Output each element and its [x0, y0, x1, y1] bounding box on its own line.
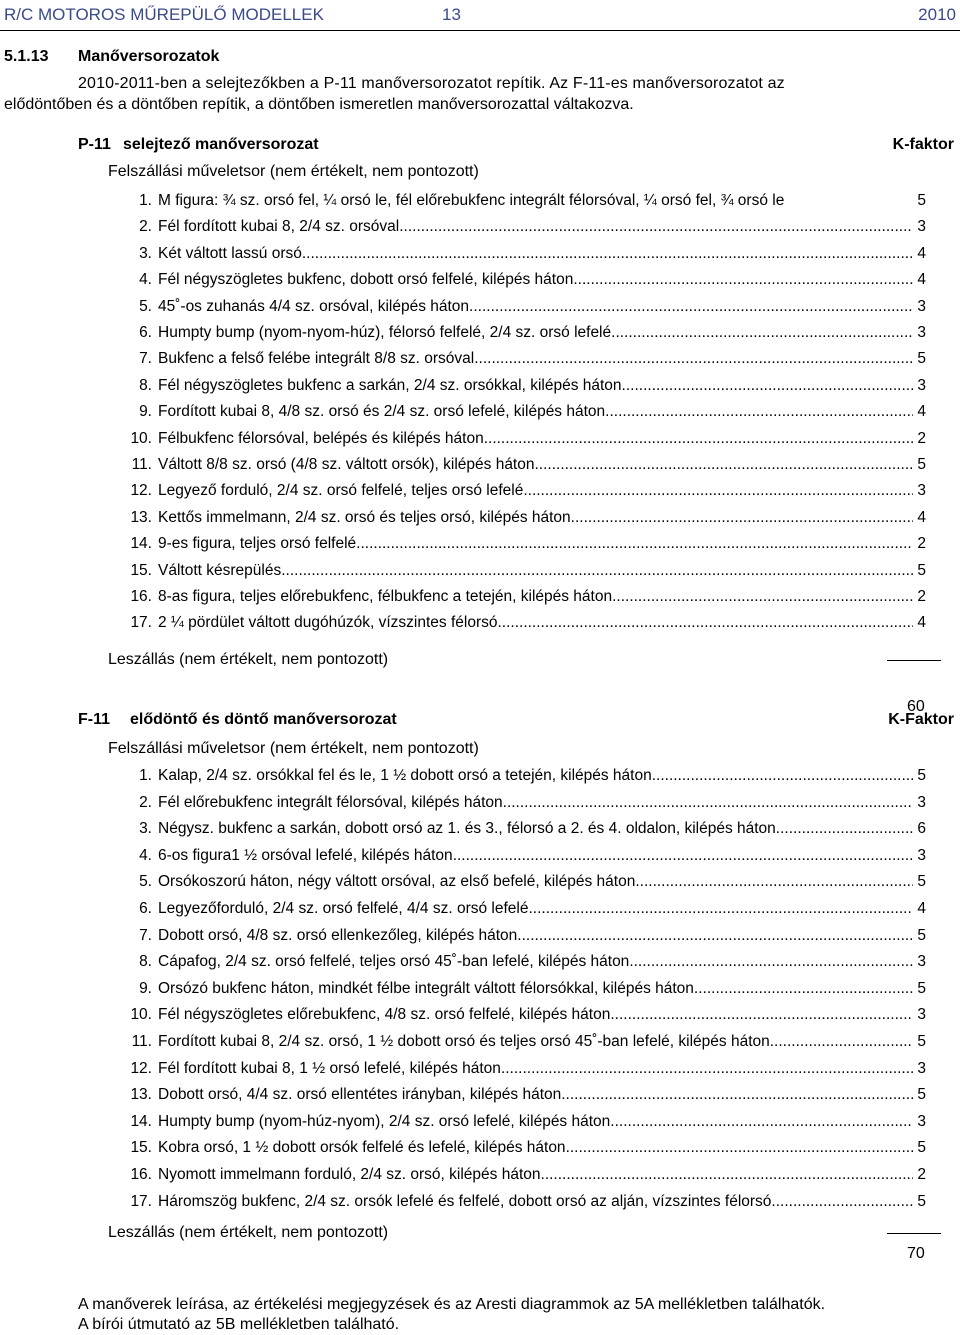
maneuver-description: 2 ¼ pördület váltott dugóhúzók, vízszintes félorsó — [158, 614, 498, 632]
f11-maneuver-row — [108, 792, 926, 814]
maneuver-k-factor: 2 — [917, 535, 926, 553]
maneuver-description: Humpty bump (nyom-húz-nyom), 2/4 sz. orsó lefelé, kilépés háton — [158, 1112, 611, 1130]
maneuver-k-factor: 5 — [917, 456, 926, 473]
maneuver-k-factor: 5 — [917, 350, 926, 368]
leader-dots — [612, 586, 913, 608]
maneuver-k-factor: 3 — [917, 1059, 926, 1077]
leader-dots — [541, 1164, 914, 1186]
maneuver-k-factor: 3 — [917, 376, 926, 394]
p11-maneuver-row — [108, 560, 926, 582]
p11-maneuver-row — [108, 454, 926, 476]
leader-dots — [770, 1031, 914, 1053]
maneuver-description: Kalap, 2/4 sz. orsókkal fel és le, 1 ½ dobott orsó a tetején, kilépés háton — [158, 767, 652, 784]
maneuver-k-factor: 5 — [917, 767, 926, 784]
f11-maneuver-row — [108, 1164, 926, 1186]
f11-code: F-11 — [78, 711, 111, 728]
p11-maneuver-row — [108, 348, 926, 370]
leader-dots — [561, 1084, 913, 1106]
p11-maneuver-row — [108, 401, 926, 423]
maneuver-description: Kobra orsó, 1 ½ dobott orsók felfelé és lefelé, kilépés háton — [158, 1139, 566, 1157]
leader-dots — [629, 951, 913, 973]
maneuver-k-factor: 4 — [917, 244, 926, 262]
maneuver-description: Fél négyszögletes előrebukfenc, 4/8 sz. orsó felfelé, kilépés háton — [158, 1006, 611, 1024]
section-number: 5.1.13 — [4, 48, 49, 65]
maneuver-k-factor: 5 — [917, 1033, 926, 1050]
f11-maneuver-row — [108, 1111, 926, 1133]
leader-dots — [776, 818, 914, 840]
p11-title: selejtező manőversorozat — [123, 136, 319, 153]
maneuver-number: 5. — [139, 297, 152, 315]
maneuver-description: Fél előrebukfenc integrált félorsóval, kilépés háton — [158, 793, 503, 811]
maneuver-number: 14. — [130, 1112, 152, 1130]
maneuver-number: 4. — [139, 271, 152, 289]
p11-sum-rule — [887, 660, 941, 661]
p11-maneuver-row — [108, 612, 926, 634]
maneuver-description: 6-os figura1 ½ orsóval lefelé, kilépés háton — [158, 846, 453, 864]
maneuver-description: Orsókoszorú háton, négy váltott orsóval, az első befelé, kilépés háton — [158, 873, 636, 891]
maneuver-description: Dobott orsó, 4/8 sz. orsó ellenkezőleg, kilépés háton — [158, 926, 518, 944]
maneuver-k-factor: 4 — [917, 900, 926, 917]
leader-dots — [635, 871, 913, 893]
maneuver-description: Legyezőforduló, 2/4 sz. orsó felfelé, 4/4 sz. orsó lefelé — [158, 900, 529, 917]
leader-dots — [652, 765, 914, 787]
maneuver-number: 17. — [130, 614, 152, 632]
maneuver-number: 17. — [130, 1192, 152, 1210]
leader-dots — [302, 243, 914, 265]
maneuver-number: 7. — [139, 926, 152, 944]
maneuver-description: Félbukfenc félorsóval, belépés és kilépés háton — [158, 429, 484, 447]
maneuver-description: Fordított kubai 8, 4/8 sz. orsó és 2/4 sz. orsó lefelé, kilépés háton — [158, 403, 606, 421]
maneuver-description: Dobott orsó, 4/4 sz. orsó ellentétes irányban, kilépés háton — [158, 1086, 562, 1104]
leader-dots — [356, 533, 913, 555]
maneuver-description: Fél fordított kubai 8, 2/4 sz. orsóval — [158, 218, 400, 236]
p11-kfactor-label: K-faktor — [892, 136, 954, 153]
f11-maneuver-row — [108, 1137, 926, 1159]
maneuver-description: Orsózó bukfenc háton, mindkét félbe integrált váltott félorsókkal, kilépés háton — [158, 979, 694, 997]
maneuver-description: 8-as figura, teljes előrebukfenc, félbukfenc a tetején, kilépés háton — [158, 588, 613, 605]
maneuver-description: Kettős immelmann, 2/4 sz. orsó és teljes orsó, kilépés háton — [158, 508, 571, 526]
maneuver-description: 9-es figura, teljes orsó felfelé — [158, 535, 357, 553]
header-year: 2010 — [918, 5, 956, 24]
leader-dots — [484, 428, 914, 450]
maneuver-k-factor: 4 — [917, 403, 926, 421]
f11-total: 70 — [907, 1245, 925, 1262]
maneuver-description: 45˚-os zuhanás 4/4 sz. orsóval, kilépés háton — [158, 297, 470, 315]
leader-dots — [573, 269, 913, 291]
p11-maneuver-row — [108, 533, 926, 555]
p11-maneuver-row — [108, 507, 926, 529]
f11-maneuver-row — [108, 925, 926, 947]
maneuver-number: 9. — [139, 979, 152, 997]
maneuver-number: 7. — [139, 350, 152, 368]
p11-maneuver-row — [108, 480, 926, 502]
leader-dots — [501, 1058, 913, 1080]
intro-line-1: 2010-2011-ben a selejtezőkben a P-11 manőversorozatot repítik. Az F-11-es manőversorozatot az — [78, 75, 785, 92]
maneuver-description: M figura: ¾ sz. orsó fel, ¼ orsó le, fél előrebukfenc integrált félorsóval, ¼ orsó fel, ¾ orsó le — [158, 192, 785, 209]
section-title: Manőversorozatok — [78, 48, 220, 65]
maneuver-k-factor: 2 — [917, 1166, 926, 1183]
f11-maneuver-row — [108, 1191, 926, 1213]
maneuver-description: Bukfenc a felső felébe integrált 8/8 sz. orsóval — [158, 350, 475, 368]
leader-dots — [281, 560, 913, 582]
p11-code: P-11 — [78, 136, 111, 153]
f11-maneuver-row — [108, 898, 926, 920]
p11-maneuver-row — [108, 269, 926, 291]
f11-title: elődöntő és döntő manőversorozat — [130, 711, 397, 728]
leader-dots — [474, 348, 913, 370]
maneuver-k-factor: 3 — [917, 218, 926, 236]
footer-line-2: A bírói útmutató az 5B mellékletben található. — [78, 1316, 400, 1333]
leader-dots — [566, 1137, 914, 1159]
page-header — [0, 0, 960, 31]
f11-maneuver-row — [108, 1058, 926, 1080]
p11-maneuver-row — [108, 296, 926, 318]
f11-maneuver-row — [108, 1084, 926, 1106]
maneuver-k-factor: 5 — [917, 979, 926, 997]
f11-maneuver-row — [108, 1004, 926, 1026]
header-page-number: 13 — [442, 5, 461, 24]
maneuver-k-factor: 3 — [917, 793, 926, 811]
maneuver-number: 3. — [139, 244, 152, 262]
maneuver-number: 1. — [139, 767, 152, 784]
maneuver-k-factor: 2 — [917, 429, 926, 447]
f11-sum-rule — [887, 1233, 941, 1234]
maneuver-number: 3. — [139, 820, 152, 838]
f11-maneuver-row — [108, 951, 926, 973]
maneuver-k-factor: 5 — [917, 1139, 926, 1157]
p11-maneuver-row — [108, 428, 926, 450]
maneuver-k-factor: 6 — [917, 820, 926, 838]
leader-dots — [529, 898, 914, 920]
maneuver-number: 13. — [130, 1086, 152, 1104]
maneuver-k-factor: 3 — [917, 482, 926, 500]
maneuver-description: Fél fordított kubai 8, 1 ½ orsó lefelé, kilépés háton — [158, 1059, 501, 1077]
p11-maneuver-row — [108, 322, 926, 344]
maneuver-description: Váltott késrepülés — [158, 561, 282, 579]
intro-line-2: elődöntőben és a döntőben repítik, a döntőben ismeretlen manőversorozattal váltakozva. — [4, 96, 634, 113]
maneuver-description: Cápafog, 2/4 sz. orsó felfelé, teljes orsó 45˚-ban lefelé, kilépés háton — [158, 953, 630, 971]
maneuver-k-factor: 2 — [917, 588, 926, 605]
maneuver-description: Váltott 8/8 sz. orsó (4/8 sz. váltott orsók), kilépés háton — [158, 456, 535, 473]
leader-dots — [503, 792, 914, 814]
f11-maneuver-row — [108, 845, 926, 867]
leader-dots — [571, 507, 914, 529]
maneuver-number: 16. — [130, 588, 152, 605]
leader-dots — [610, 1111, 913, 1133]
maneuver-number: 15. — [130, 561, 152, 579]
p11-takeoff: Felszállási műveletsor (nem értékelt, nem pontozott) — [108, 163, 479, 180]
leader-dots — [622, 375, 914, 397]
maneuver-k-factor: 4 — [917, 271, 926, 289]
p11-total: 60 — [907, 698, 925, 715]
maneuver-number: 1. — [139, 192, 152, 209]
maneuver-k-factor: 5 — [917, 873, 926, 891]
maneuver-number: 6. — [139, 900, 152, 917]
maneuver-k-factor: 5 — [917, 1086, 926, 1104]
f11-maneuver-row — [108, 1031, 926, 1053]
leader-dots — [523, 480, 913, 502]
maneuver-k-factor: 4 — [917, 614, 926, 632]
leader-dots — [517, 925, 913, 947]
leader-dots — [771, 1191, 913, 1213]
maneuver-k-factor: 5 — [917, 561, 926, 579]
maneuver-number: 16. — [130, 1166, 152, 1183]
maneuver-k-factor: 3 — [917, 1112, 926, 1130]
p11-maneuver-row — [108, 190, 926, 212]
leader-dots — [605, 401, 913, 423]
p11-landing: Leszállás (nem értékelt, nem pontozott) — [108, 651, 389, 668]
p11-maneuver-row — [108, 586, 926, 608]
f11-takeoff: Felszállási műveletsor (nem értékelt, nem pontozott) — [108, 740, 479, 757]
maneuver-number: 12. — [130, 1059, 152, 1077]
maneuver-k-factor: 3 — [917, 324, 926, 341]
leader-dots — [694, 978, 913, 1000]
maneuver-number: 13. — [130, 508, 152, 526]
maneuver-number: 11. — [131, 456, 152, 473]
maneuver-k-factor: 3 — [917, 846, 926, 864]
p11-maneuver-row — [108, 243, 926, 265]
maneuver-k-factor: 5 — [917, 1192, 926, 1210]
maneuver-description: Fél négyszögletes bukfenc a sarkán, 2/4 sz. orsókkal, kilépés háton — [158, 376, 622, 394]
leader-dots — [610, 1004, 913, 1026]
p11-maneuver-row — [108, 216, 926, 238]
leader-dots — [534, 454, 913, 476]
maneuver-number: 2. — [139, 793, 152, 811]
maneuver-number: 11. — [131, 1033, 152, 1050]
maneuver-k-factor: 3 — [917, 1006, 926, 1024]
maneuver-number: 5. — [139, 873, 152, 891]
p11-maneuver-row — [108, 375, 926, 397]
leader-dots — [611, 322, 913, 344]
header-title: R/C MOTOROS MŰREPÜLŐ MODELLEK — [4, 5, 324, 24]
maneuver-number: 2. — [139, 218, 152, 236]
maneuver-number: 9. — [139, 403, 152, 421]
maneuver-k-factor: 4 — [917, 508, 926, 526]
f11-maneuver-row — [108, 818, 926, 840]
footer-line-1: A manőverek leírása, az értékelési megjegyzések és az Aresti diagrammok az 5A mellékletben találhatók. — [78, 1296, 826, 1313]
maneuver-number: 10. — [130, 429, 152, 447]
maneuver-description: Két váltott lassú orsó — [158, 244, 302, 262]
maneuver-description: Négysz. bukfenc a sarkán, dobott orsó az 1. és 3., félorsó a 2. és 4. oldalon, kilépés háton — [158, 820, 776, 838]
maneuver-number: 8. — [139, 953, 152, 971]
maneuver-description: Fél négyszögletes bukfenc, dobott orsó felfelé, kilépés háton — [158, 271, 574, 289]
leader-dots — [453, 845, 914, 867]
maneuver-description: Fordított kubai 8, 2/4 sz. orsó, 1 ½ dobott orsó és teljes orsó 45˚-ban lefelé, kilépés háton — [158, 1033, 770, 1050]
f11-maneuver-row — [108, 978, 926, 1000]
maneuver-description: Nyomott immelmann forduló, 2/4 sz. orsó, kilépés háton — [158, 1166, 541, 1183]
maneuver-k-factor: 3 — [917, 953, 926, 971]
maneuver-number: 15. — [130, 1139, 152, 1157]
f11-maneuver-row — [108, 765, 926, 787]
maneuver-description: Humpty bump (nyom-nyom-húz), félorsó felfelé, 2/4 sz. orsó lefelé — [158, 324, 612, 341]
f11-kfactor-label: K-Faktor — [888, 711, 954, 728]
maneuver-description: Háromszög bukfenc, 2/4 sz. orsók lefelé és felfelé, dobott orsó az alján, vízszintes félorsó — [158, 1192, 772, 1210]
maneuver-k-factor: 5 — [917, 926, 926, 944]
leader-dots — [399, 216, 913, 238]
maneuver-k-factor: 3 — [917, 297, 926, 315]
maneuver-number: 12. — [130, 482, 152, 500]
f11-landing: Leszállás (nem értékelt, nem pontozott) — [108, 1224, 389, 1241]
maneuver-number: 4. — [139, 846, 152, 864]
maneuver-number: 10. — [130, 1006, 152, 1024]
maneuver-description: Legyező forduló, 2/4 sz. orsó felfelé, teljes orsó lefelé — [158, 482, 524, 500]
maneuver-k-factor: 5 — [917, 192, 926, 209]
f11-maneuver-row — [108, 871, 926, 893]
maneuver-number: 14. — [130, 535, 152, 553]
leader-dots — [469, 296, 913, 318]
maneuver-number: 8. — [139, 376, 152, 394]
leader-dots — [497, 612, 913, 634]
maneuver-number: 6. — [139, 324, 152, 341]
